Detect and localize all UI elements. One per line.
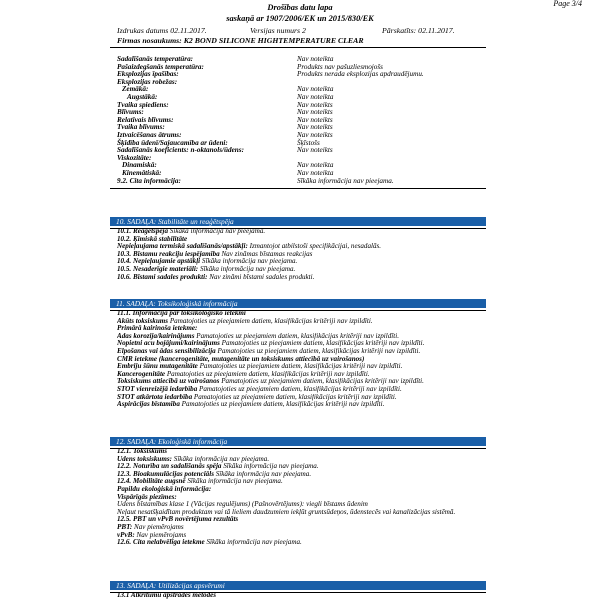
text-line <box>117 340 487 348</box>
text-line <box>117 478 487 486</box>
version-number: Versijas numurs 2 <box>250 26 306 35</box>
line-text: Pamatojoties uz pieejamiem datiem, klasifikācijas kritēriji nav izpildīti. <box>165 370 370 378</box>
line-heading: Kancerogenitāte <box>117 370 166 378</box>
line-heading: Primārā kairinoša ietekme: <box>117 325 198 333</box>
text-line <box>117 266 487 274</box>
property-label: Eksplozijas robežas: <box>117 77 178 86</box>
section-10-header: 10. SADAĻA: Stabilitāte un reaģētspēja <box>110 217 486 226</box>
line-text: Pamatojoties uz pieejamiem datiem, klasifikācijas kritēriji nav izpildīti. <box>168 317 373 325</box>
line-heading: Nopietni acu bojājumi/kairinājums <box>117 340 220 348</box>
text-line <box>117 363 487 371</box>
line-heading: Akūts toksiskums <box>117 317 169 325</box>
property-value: Nav noteikta <box>297 85 334 94</box>
line-text: Pamatojoties uz pieejamiem datiem, klasifikācijas kritēriji nav izpildīti. <box>215 347 421 355</box>
line-heading: Toksiskums attiecībā uz vairošanos <box>117 378 220 386</box>
text-line <box>117 448 487 456</box>
text-line <box>117 310 487 318</box>
property-value: Nav noteikts <box>297 146 333 155</box>
physical-properties-list <box>117 56 487 185</box>
property-label: Pašaizdegšanās temperatūra: <box>117 62 204 71</box>
line-text: Nav piemērojams <box>132 523 184 531</box>
line-heading: Vispārīgās piezīmes: <box>117 493 177 501</box>
text-line <box>117 274 487 282</box>
text-line <box>117 356 487 364</box>
line-text: Sīkāka informācija nav pieejama. <box>204 539 302 547</box>
text-line <box>117 348 487 356</box>
text-line <box>117 371 487 379</box>
line-heading: PBT: <box>117 523 133 531</box>
text-line <box>117 532 487 540</box>
line-heading: 10.3. Bīstamu reakciju iespējamība <box>117 250 220 258</box>
line-text: Pamatojoties uz pieejamiem datiem, klasifikācijas kritēriji nav izpildīti. <box>197 363 403 371</box>
property-label: Augstākā: <box>127 92 158 101</box>
line-heading: 10.2. Ķīmiskā stabilitāte <box>117 235 188 243</box>
property-label: Dinamiskā: <box>122 161 157 170</box>
property-row <box>117 178 487 186</box>
line-heading: 10.6. Bīstami sadales produkti: <box>117 273 208 281</box>
line-text: Sīkāka informācija nav pieejama. <box>213 470 312 478</box>
text-line <box>117 394 487 402</box>
line-heading: 10.5. Nesaderīgie materiāli: <box>117 265 199 273</box>
line-heading: 12.1. Toksiskums <box>117 448 167 455</box>
text-line <box>117 378 487 386</box>
property-value: Produkts nav pašuzliesmojošs <box>297 62 383 71</box>
section-13-header: 13. SADAĻA: Utilizācijas apsvērumi <box>110 581 486 590</box>
property-value: Nav noteikta <box>297 55 334 63</box>
line-text: Sīkāka informācija nav pieejama. <box>168 228 266 235</box>
line-heading: 13.1 Atkritumu apstrādes metodes <box>117 592 217 599</box>
line-text: Pamatojoties uz pieejamiem datiem, klasifikācijas kritēriji nav izpildīti. <box>192 393 397 401</box>
section-12-header: 12. SADAĻA: Ekoloģiskā informācija <box>110 437 486 446</box>
document-title: Drošības datu lapa <box>267 3 333 12</box>
text-line <box>117 251 487 259</box>
text-line <box>117 228 487 236</box>
line-heading: Elpošanas vai ādas sensibilizācija <box>117 347 216 355</box>
line-text: Pamatojoties uz pieejamiem datiem, klasifikācijas kritēriji nav izpildīti. <box>219 340 425 348</box>
text-line <box>117 318 487 326</box>
line-heading: 10.4. Nepieļaujamie apstākļi <box>117 258 201 266</box>
text-line <box>117 494 487 502</box>
property-value: Sīkāka informācija nav pieejama. <box>297 176 394 185</box>
property-value: Nav noteikts <box>297 123 333 132</box>
revision-date: Pārskatīts: 02.11.2017. <box>382 26 455 35</box>
issue-date: Izdrukas datums 02.11.2017. <box>117 26 207 35</box>
property-label: Tvaika spiediens: <box>117 100 169 109</box>
text-line <box>117 456 487 464</box>
text-line <box>117 509 487 517</box>
property-value: Nav noteikta <box>297 168 334 177</box>
line-heading: CMR ietekme (kancerogenitāte, mutagenitāte un toksiskums attiecībā uz vairošanos) <box>117 355 365 363</box>
line-text: Ūdens bīstamības klase 1 (Vācijas regulējums) (Pašnovērtējums): viegli bīstams ūdenim <box>117 501 368 509</box>
text-line <box>117 539 487 547</box>
line-text: Sīkāka informācija nav pieejama. <box>185 478 283 486</box>
property-label: Šķīdība ūdenī/Sajaucamība ar ūdeni: <box>117 138 228 147</box>
line-text: Sīkāka informācija nav pieejama. <box>198 265 296 273</box>
text-line <box>117 386 487 394</box>
property-label: 9.2. Cita informācija: <box>117 176 181 185</box>
text-line <box>117 516 487 524</box>
line-text: Nav piemērojams <box>134 531 187 539</box>
page-number: Page 3/4 <box>553 0 582 8</box>
text-line <box>117 325 487 333</box>
property-label: Zemākā: <box>122 85 149 94</box>
property-value: Nav noteikts <box>297 108 333 117</box>
line-text: Pamatojoties uz pieejamiem datiem, klasifikācijas kritēriji nav izpildīti. <box>194 332 399 340</box>
property-value: Nav noteikts <box>297 100 333 109</box>
line-heading: 10.1. Reaģētspēja <box>117 228 169 235</box>
line-heading: 12.6. Cita nelabvēlīga ietekme <box>117 539 205 547</box>
document-subtitle: saskaņā ar 1907/2006/EK un 2015/830/EK <box>226 14 374 23</box>
line-heading: 11.1. Informācija par toksikoloģisko ietekmi <box>117 310 246 317</box>
section-11-body <box>117 310 487 409</box>
line-heading: vPvB: <box>117 531 135 539</box>
property-value: Nav noteikta <box>297 92 334 101</box>
line-heading: 12.2. Noturība un sadalīšanās spēja <box>117 463 222 471</box>
line-heading: Nepieļaujama termiskā sadalīšanās/apstākļi: <box>117 243 248 251</box>
line-text: Nav zināmi bīstami sadales produkti. <box>207 273 315 281</box>
text-line <box>117 401 487 409</box>
section-12-body <box>117 448 487 547</box>
line-heading: 12.3. Bioakumulācijas potenciāls <box>117 470 214 478</box>
line-heading: Aspirācijas bīstamība <box>117 401 180 409</box>
line-text: Izmantojot atbilstoši specifikācijai, nesadalās. <box>247 243 382 251</box>
line-heading: Papildu ekoloģiskā informācija: <box>117 485 212 493</box>
text-line <box>117 501 487 509</box>
text-line <box>117 463 487 471</box>
property-label: Blīvums: <box>117 108 144 117</box>
line-text: Pamatojoties uz pieejamiem datiem, klasifikācijas kritēriji nav izpildīti. <box>179 401 385 409</box>
property-label: Tvaika blīvums: <box>117 123 165 132</box>
line-text: Nav zināmas bīstamas reakcijas <box>219 250 313 258</box>
property-label: Iztvaicēšanas ātrums: <box>117 130 182 139</box>
property-value: Nav noteikta <box>297 161 334 170</box>
text-line <box>117 333 487 341</box>
line-heading: Ūdens toksiskums: <box>117 455 172 463</box>
line-heading: 12.5. PBT un vPvB novērtējuma rezultāts <box>117 516 239 524</box>
line-heading: STOT vienreizējā iedarbība <box>117 385 198 393</box>
text-line <box>117 236 487 244</box>
text-line <box>117 471 487 479</box>
property-label: Sadalīšanās koeficients: n-oktanols/ūdens: <box>117 146 244 155</box>
section-divider <box>110 188 486 189</box>
section-13-body <box>117 592 487 600</box>
text-line <box>117 486 487 494</box>
product-name: Firmas nosaukums: K2 BOND SILICONE HIGHTEMPERATURE CLEAR <box>117 36 364 45</box>
property-label: Viskozitāte: <box>117 153 152 162</box>
line-text: Sīkāka informācija nav pieejama. <box>172 455 270 463</box>
line-heading: Ādas korozija/kairinājums <box>117 332 195 340</box>
line-heading: STOT atkārtota iedarbība <box>117 393 193 401</box>
property-label: Sadalīšanās temperatūra: <box>117 55 194 63</box>
line-text: Neļaut nesatšķaidītam produktam vai tā lieliem daudzumiem iekļūt gruntsūdeņos, ūdenstecēs vai kanalizācijas sistēmā. <box>117 508 456 516</box>
property-value: Nav noteikts <box>297 130 333 139</box>
section-10-body <box>117 228 487 281</box>
line-heading: 12.4. Mobilitāte augsnē <box>117 478 186 486</box>
line-text: Pamatojoties uz pieejamiem datiem, klasifikācijas kritēriji nav izpildīti. <box>219 378 424 386</box>
property-label: Eksplozijas īpašības: <box>117 70 179 79</box>
line-text: Pamatojoties uz pieejamiem datiem, klasifikācijas kritēriji nav izpildīti. <box>197 385 402 393</box>
line-heading: Embriju šūnu mutagenitāte <box>117 363 198 371</box>
section-11-header: 11. SADAĻA: Toksikoloģiskā informācija <box>110 299 486 308</box>
property-value: Šķīstošs <box>297 138 320 147</box>
line-text: Sīkāka informācija nav pieejama. <box>200 258 298 266</box>
property-label: Relatīvais blīvums: <box>117 115 174 124</box>
property-row <box>117 147 487 155</box>
header-divider <box>110 47 486 48</box>
property-label: Kinemātiskā: <box>122 168 162 177</box>
text-line <box>117 243 487 251</box>
text-line <box>117 592 487 600</box>
text-line <box>117 258 487 266</box>
property-value: Nav noteikts <box>297 115 333 124</box>
text-line <box>117 524 487 532</box>
line-text: Sīkāka informācija nav pieejama. <box>221 463 319 471</box>
property-value: Produkts nerada eksplozijas apdraudējumu. <box>297 70 424 79</box>
